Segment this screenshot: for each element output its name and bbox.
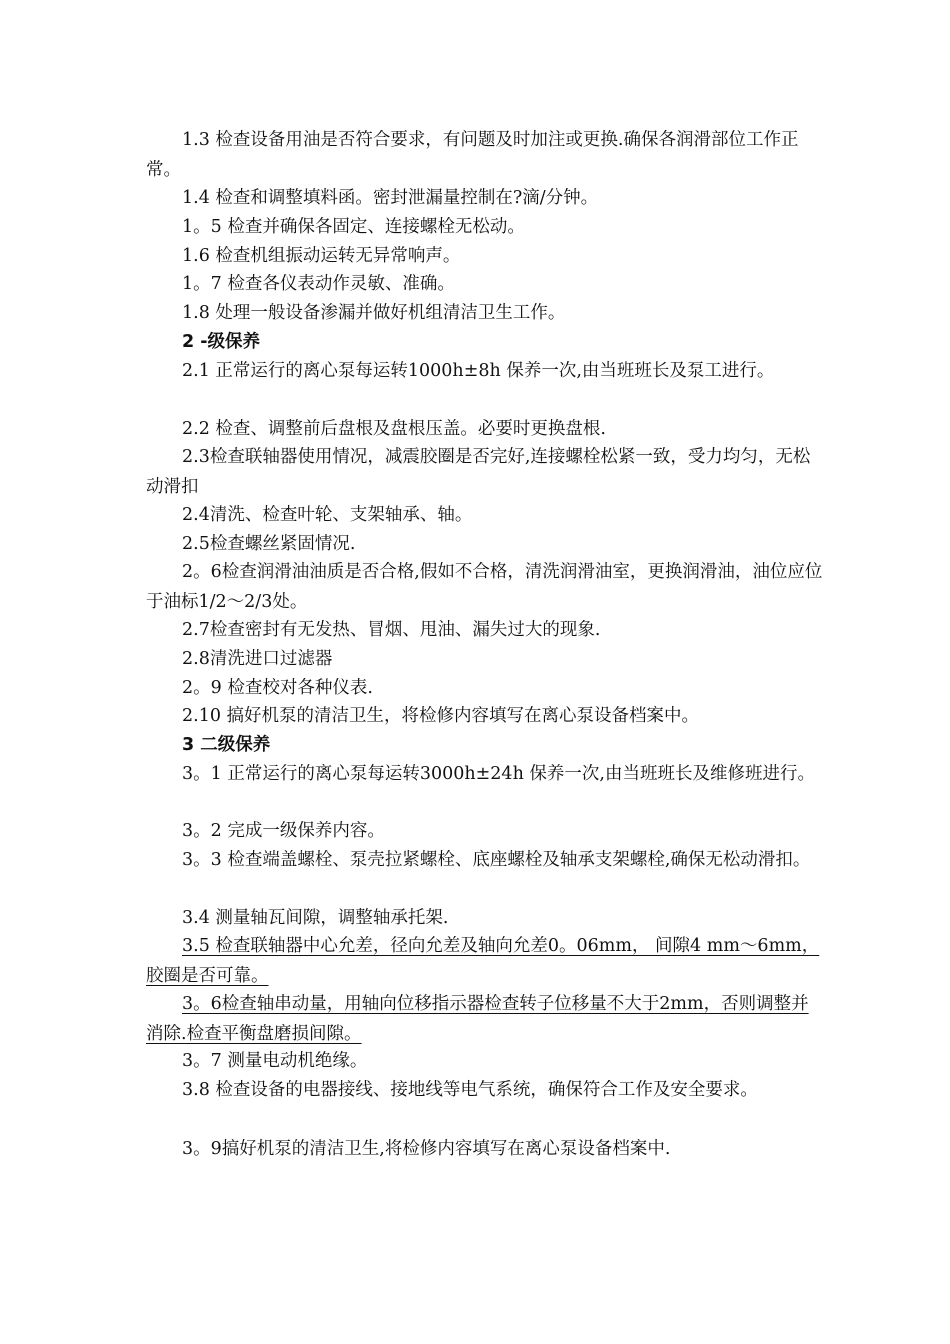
paragraph-2-6: 2。6检查润滑油油质是否合格,假如不合格，清洗润滑油室，更换润滑油，油位应位于油标1/2～2/3处。 bbox=[146, 562, 823, 612]
paragraph-3-1: 3。1 正常运行的离心泵每运转3000h±24h 保养一次,由当班班长及维修班进行。 bbox=[182, 764, 815, 784]
paragraph-3-9: 3。9搞好机泵的清洁卫生,将检修内容填写在离心泵设备档案中. bbox=[182, 1139, 671, 1159]
paragraph-3-5: 3.5 检查联轴器中心允差，径向允差及轴向允差0。06mm， 间隙4 mm～6mm，胶圈是否可靠。 bbox=[146, 936, 820, 986]
paragraph-2-9: 2。9 检查校对各种仪表. bbox=[182, 678, 373, 698]
paragraph-2-10: 2.10 搞好机泵的清洁卫生，将检修内容填写在离心泵设备档案中。 bbox=[182, 706, 700, 726]
paragraph-2-1: 2.1 正常运行的离心泵每运转1000h±8h 保养一次,由当班班长及泵工进行。 bbox=[182, 361, 775, 381]
paragraph-2-8: 2.8清洗进口过滤器 bbox=[182, 649, 333, 669]
paragraph-1-5: 1。5 检查并确保各固定、连接螺栓无松动。 bbox=[182, 217, 525, 237]
paragraph-2-4: 2.4清洗、检查叶轮、支架轴承、轴。 bbox=[182, 505, 473, 525]
paragraph-3-4: 3.4 测量轴瓦间隙，调整轴承托架. bbox=[182, 908, 449, 928]
paragraph-1-8: 1.8 处理一般设备渗漏并做好机组清洁卫生工作。 bbox=[182, 303, 566, 323]
paragraph-3-2: 3。2 完成一级保养内容。 bbox=[182, 821, 385, 841]
paragraph-3-3: 3。3 检查端盖螺栓、泵壳拉紧螺栓、底座螺栓及轴承支架螺栓,确保无松动滑扣。 bbox=[182, 850, 811, 870]
paragraph-1-3: 1.3 检查设备用油是否符合要求，有问题及时加注或更换.确保各润滑部位工作正常。 bbox=[146, 130, 799, 180]
paragraph-2-5: 2.5检查螺丝紧固情况. bbox=[182, 534, 356, 554]
paragraph-2-3: 2.3检查联轴器使用情况，减震胶圈是否完好,连接螺栓松紧一致，受力均匀，无松动滑扣 bbox=[146, 447, 811, 497]
paragraph-3-7: 3。7 测量电动机绝缘。 bbox=[182, 1051, 368, 1071]
paragraph-1-6: 1.6 检查机组振动运转无异常响声。 bbox=[182, 246, 461, 266]
paragraph-3-8: 3.8 检查设备的电器接线、接地线等电气系统，确保符合工作及安全要求。 bbox=[182, 1080, 758, 1100]
paragraph-3-6: 3。6检查轴串动量，用轴向位移指示器检查转子位移量不大于2mm，否则调整并消除.检查平衡盘磨损间隙。 bbox=[146, 994, 809, 1044]
section-heading-2: 2 -级保养 bbox=[182, 332, 261, 352]
paragraph-2-7: 2.7检查密封有无发热、冒烟、甩油、漏失过大的现象. bbox=[182, 620, 601, 640]
section-heading-3: 3 二级保养 bbox=[182, 735, 271, 755]
paragraph-1-7: 1。7 检查各仪表动作灵敏、准确。 bbox=[182, 274, 455, 294]
paragraph-2-2: 2.2 检查、调整前后盘根及盘根压盖。必要时更换盘根. bbox=[182, 419, 606, 439]
paragraph-1-4: 1.4 检查和调整填料函。密封泄漏量控制在?滴/分钟。 bbox=[182, 188, 599, 208]
